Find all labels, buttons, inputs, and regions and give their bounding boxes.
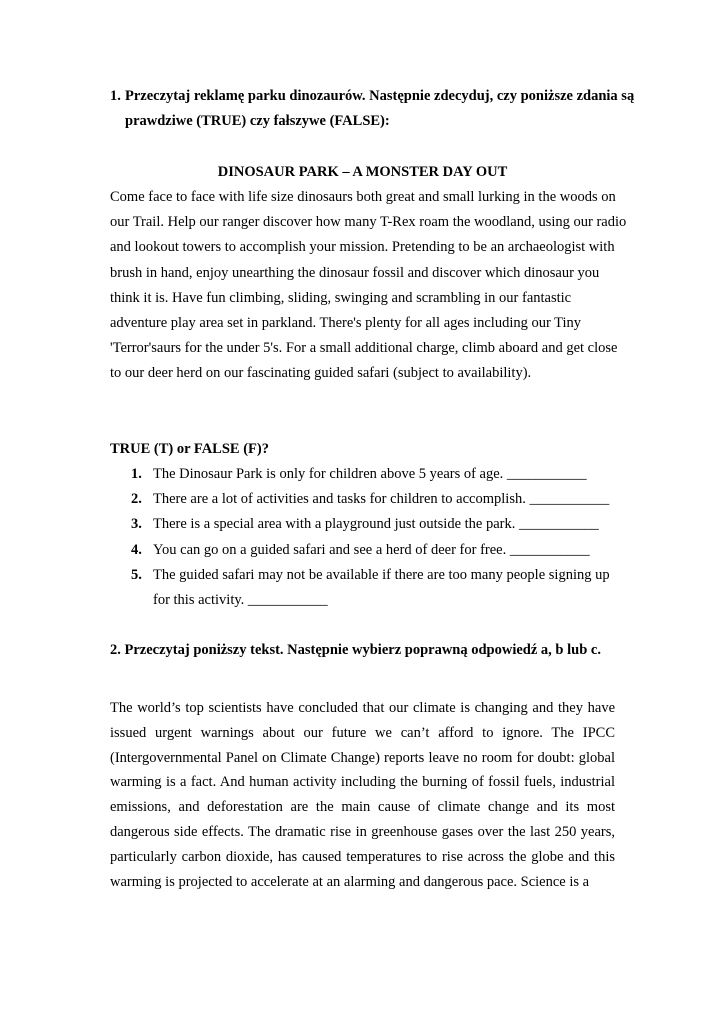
item-number: 4. [131,541,142,558]
item-statement: You can go on a guided safari and see a herd of deer for free. ___________ [153,541,590,558]
list-item [110,462,630,487]
true-false-heading: TRUE (T) or FALSE (F)? [110,441,269,457]
list-item [110,487,630,512]
item-statement: The Dinosaur Park is only for children above 5 years of age. ___________ [153,466,587,482]
item-number: 2. [131,491,142,508]
item-statement: The guided safari may not be available if there are too many people signing up for this activity. ___________ [153,566,610,609]
advert-title: DINOSAUR PARK – A MONSTER DAY OUT [217,164,508,180]
item-statement: There is a special area with a playground just outside the park. ___________ [153,516,599,533]
task2-instruction: 2. Przeczytaj poniższy tekst. Następnie wybierz poprawną odpowiedź a, b lub c. [110,642,601,658]
list-item [110,538,630,563]
climate-passage: The world’s top scientists have concluded that our climate is changing and they have issued urgent warnings about our future we can’t afford to ignore. The IPCC (Intergovernmental Panel on Climate Change) reports leave no room for doubt: global warming is a fact. And human activity including the burning of fossil fuels, industrial emissions, and deforestation are the main cause of climate change and its most dangerous side effects. The dramatic rise in greenhouse gases over the last 250 years, particularly carbon dioxide, has caused temperatures to rise across the globe and this warming is projected to accelerate at an alarming and dangerous pace. Science is a [110,700,615,890]
task1-text: Przeczytaj reklamę parku dinozaurów. Następnie zdecyduj, czy poniższe zdania są prawdziwe (TRUE) czy fałszywe (FALSE): [125,88,635,130]
item-number: 1. [131,466,142,482]
true-false-list [110,462,630,613]
task1-number: 1. [110,88,121,104]
item-number: 3. [131,516,142,533]
list-item [110,512,630,537]
advert-body: Come face to face with life size dinosaurs both great and small lurking in the woods on our Trail. Help our ranger discover how many T-Rex roam the woodland, using our radio and lookout towers to accomplish your mission. Pretending to be an archaeologist with brush in hand, enjoy unearthing the dinosaur fossil and discover which dinosaur you think it is. Have fun climbing, sliding, swinging and scrambling in our fantastic adventure play area set in parkland. There's plenty for all ages including our Tiny 'Terror'saurs for the under 5's. For a small additional charge, climb aboard and get close to our deer herd on our fascinating guided safari (subject to availability). [110,189,627,382]
task1-instruction [110,84,670,134]
item-statement: There are a lot of activities and tasks for children to accomplish. ___________ [153,491,610,508]
list-item [110,563,630,613]
item-number: 5. [131,566,142,583]
